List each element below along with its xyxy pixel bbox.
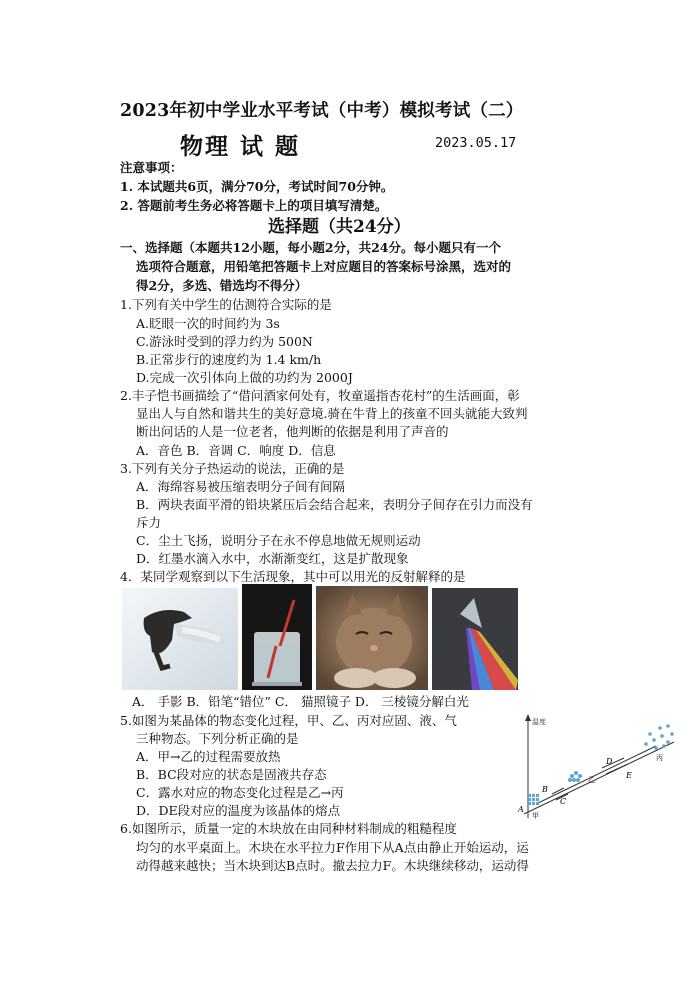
q6-line: 6.如图所示，质量一定的木块放在由同种材料制成的粗糙程度 bbox=[120, 821, 457, 836]
pencil-in-water-image bbox=[242, 584, 312, 690]
q6-line: 均匀的水平桌面上。木块在水平拉力F作用下从A点由静止开始运动，运 bbox=[136, 840, 529, 855]
cat-mirror-image bbox=[316, 586, 428, 690]
q1-option: B.正常步行的速度约为 1.4 km/h bbox=[136, 352, 322, 367]
q2-line: 显出人与自然和谐共生的美好意境.骑在牛背上的孩童不回头就能大致判 bbox=[136, 406, 528, 421]
q3-line: C．尘土飞扬，说明分子在永不停息地做无规则运动 bbox=[136, 533, 421, 548]
point-e-label: E bbox=[626, 771, 632, 780]
q3-line: A．海绵容易被压缩表明分子间有间隔 bbox=[136, 479, 346, 494]
q5-line: 5.如图为某晶体的物态变化过程，甲、乙、丙对应固、液、气 bbox=[120, 713, 457, 728]
section-title: 选择题（共24分） bbox=[268, 217, 411, 237]
point-b-label: B bbox=[542, 785, 548, 794]
q3-line: 3.下列有关分子热运动的说法，正确的是 bbox=[120, 461, 345, 476]
diagram-axis-label: 温度 bbox=[532, 718, 546, 726]
notice-item-2: 2. 答题前考生务必将答题卡上的项目填写清楚。 bbox=[120, 198, 388, 213]
q5-option: A．甲→乙的过程需要放热 bbox=[136, 749, 281, 764]
q2-line: 断出问话的人是一位老者，他判断的依据是利用了声音的 bbox=[136, 424, 449, 439]
instructions-line-2: 选项符合题意，用铅笔把答题卡上对应题目的答案标号涂黑，选对的 bbox=[136, 259, 512, 274]
state-solid-label: 甲 bbox=[532, 812, 539, 820]
instructions-line-3: 得2分，多选、错选均不得分） bbox=[136, 278, 308, 293]
q1-option: D.完成一次引体向上做的功约为 2000J bbox=[136, 370, 353, 385]
point-a-label: A bbox=[518, 805, 524, 814]
q1-option: C.游泳时受到的浮力约为 500N bbox=[136, 334, 313, 349]
notice-item-1: 1. 本试题共6页，满分70分，考试时间70分钟。 bbox=[120, 179, 394, 194]
phase-change-diagram bbox=[506, 712, 678, 822]
q5-option: C．露水对应的物态变化过程是乙→丙 bbox=[136, 785, 344, 800]
state-liquid-label: 乙 bbox=[588, 776, 595, 784]
notice-heading: 注意事项： bbox=[120, 160, 183, 175]
q3-line: B．两块表面平滑的铅块紧压后会结合起来，表明分子间存在引力而没有 bbox=[136, 497, 533, 512]
q4-stem: 4．某同学观察到以下生活现象，其中可以用光的反射解释的是 bbox=[120, 569, 466, 584]
q2-options: A．音色 B．音调 C．响度 D．信息 bbox=[136, 443, 336, 458]
q3-line: 斥力 bbox=[136, 515, 162, 530]
q1-option: A.眨眼一次的时间约为 3s bbox=[136, 316, 280, 331]
q4-captions: A． 手影 B．铅笔“错位” C． 猫照镜子 D． 三棱镜分解白光 bbox=[132, 694, 469, 709]
q5-option: D．DE段对应的温度为该晶体的熔点 bbox=[136, 803, 341, 818]
instructions-line-1: 一、选择题（本题共12小题，每小题2分，共24分。每小题只有一个 bbox=[120, 240, 501, 255]
q2-line: 2.丰子恺书画描绘了“借问酒家何处有，牧童遥指杏花村”的生活画面，彰 bbox=[120, 388, 520, 403]
q3-line: D．红墨水滴入水中，水渐渐变红，这是扩散现象 bbox=[136, 551, 409, 566]
subject-title: 物理 试 题 bbox=[180, 133, 301, 160]
point-d-label: D bbox=[606, 757, 613, 766]
exam-date: 2023.05.17 bbox=[435, 135, 517, 151]
q5-option: B．BC段对应的状态是固液共存态 bbox=[136, 767, 327, 782]
q5-line: 三种物态。下列分析正确的是 bbox=[136, 731, 299, 746]
prism-image bbox=[432, 588, 518, 690]
hand-shadow-image bbox=[122, 588, 238, 690]
point-c-label: C bbox=[560, 797, 567, 806]
q1-stem: 1.下列有关中学生的估测符合实际的是 bbox=[120, 297, 332, 312]
state-gas-label: 丙 bbox=[656, 754, 663, 762]
exam-title: 2023年初中学业水平考试（中考）模拟考试（二） bbox=[120, 101, 524, 121]
q6-line: 动得越来越快；当木块到达B点时。撤去拉力F。木块继续移动，运动得 bbox=[136, 858, 529, 873]
